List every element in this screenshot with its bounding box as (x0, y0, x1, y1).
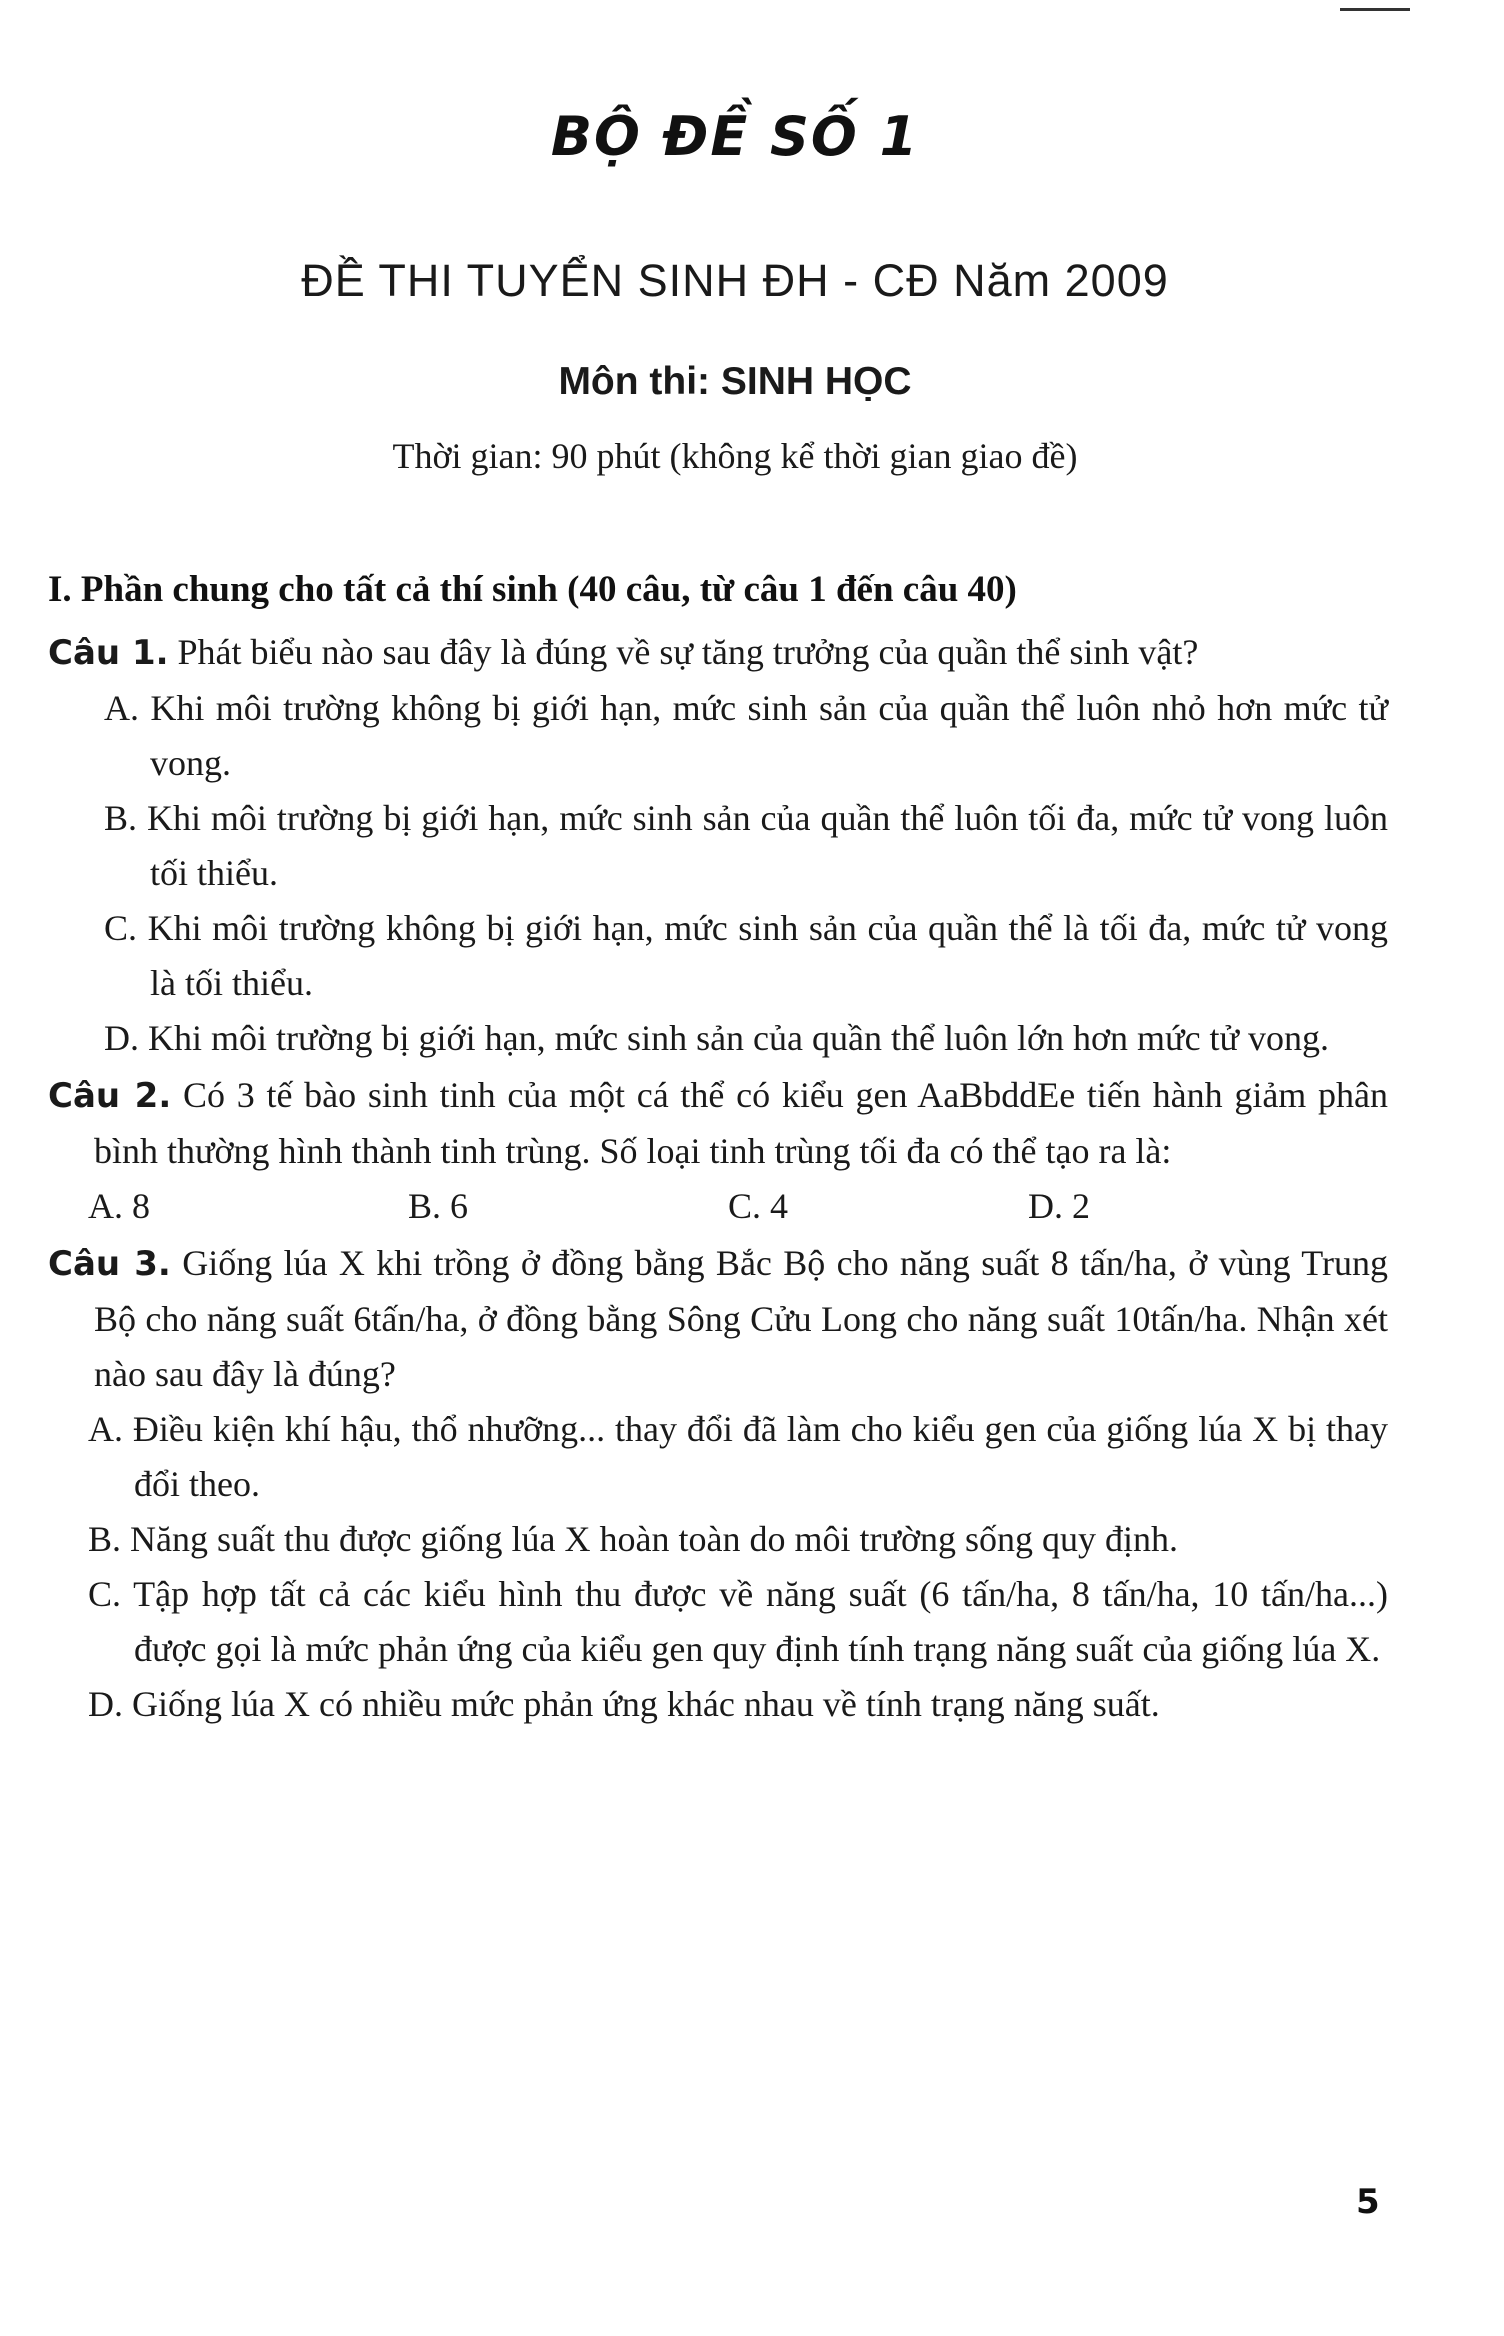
question-text: Có 3 tế bào sinh tinh của một cá thể có kiểu gen AaBbddEe tiến hành giảm phân bình thường hình thành tinh trùng. Số loại tinh trùng tối đa có thể tạo ra là: (94, 1075, 1389, 1171)
question-stem (48, 1068, 1388, 1179)
option-c: C. 4 (728, 1186, 789, 1226)
question-number: Câu 3. (48, 1244, 171, 1284)
option-c: C. Tập hợp tất cả các kiểu hình thu được về năng suất (6 tấn/ha, 8 tấn/ha, 10 tấn/ha...) được gọi là mức phản ứng của kiểu gen quy định tính trạng năng suất của giống lúa X. (88, 1574, 1388, 1669)
option-a: A. 8 (88, 1186, 150, 1226)
question-number: Câu 2. (48, 1076, 172, 1116)
question-3 (48, 1236, 1388, 1732)
option-b: B. Năng suất thu được giống lúa X hoàn toàn do môi trường sống quy định. (88, 1519, 1179, 1559)
question-stem (48, 1236, 1388, 1402)
subject-line: Môn thi: SINH HỌC (558, 360, 912, 403)
top-edge-line (1340, 8, 1410, 11)
question-number: Câu 1. (48, 633, 169, 673)
question-text: Phát biểu nào sau đây là đúng về sự tăng trưởng của quần thể sinh vật? (177, 632, 1199, 672)
option-c: C. Khi môi trường không bị giới hạn, mức sinh sản của quần thể là tối đa, mức tử vong là tối thiểu. (104, 908, 1388, 1003)
option-a: A. Khi môi trường không bị giới hạn, mức sinh sản của quần thể luôn nhỏ hơn mức tử vong. (104, 688, 1388, 783)
question-stem (48, 625, 1388, 681)
option-d: D. Khi môi trường bị giới hạn, mức sinh sản của quần thể luôn lớn hơn mức tử vong. (104, 1018, 1330, 1058)
question-2 (48, 1068, 1388, 1234)
options-row (48, 1179, 1388, 1234)
time-line: Thời gian: 90 phút (không kể thời gian giao đề) (392, 436, 1078, 476)
set-title: BỘ ĐỀ SỐ 1 (550, 105, 920, 168)
questions-block (48, 625, 1388, 1734)
option-b: B. 6 (408, 1186, 469, 1226)
option-a: A. Điều kiện khí hậu, thổ nhưỡng... thay đổi đã làm cho kiểu gen của giống lúa X bị thay đổi theo. (88, 1409, 1388, 1504)
section-heading: I. Phần chung cho tất cả thí sinh (40 câu, từ câu 1 đến câu 40) (48, 569, 1017, 610)
option-b: B. Khi môi trường bị giới hạn, mức sinh sản của quần thể luôn tối đa, mức tử vong luôn tối thiểu. (104, 798, 1388, 893)
option-d: D. Giống lúa X có nhiều mức phản ứng khác nhau về tính trạng năng suất. (88, 1684, 1160, 1724)
page-number: 5 (1356, 2182, 1380, 2222)
question-1 (48, 625, 1388, 1066)
question-text: Giống lúa X khi trồng ở đồng bằng Bắc Bộ cho năng suất 8 tấn/ha, ở vùng Trung Bộ cho năng suất 6tấn/ha, ở đồng bằng Sông Cửu Long cho năng suất 10tấn/ha. Nhận xét nào sau đây là đúng? (94, 1243, 1388, 1394)
exam-title: ĐỀ THI TUYỂN SINH ĐH - CĐ Năm 2009 (301, 255, 1169, 306)
option-d: D. 2 (1028, 1186, 1090, 1226)
